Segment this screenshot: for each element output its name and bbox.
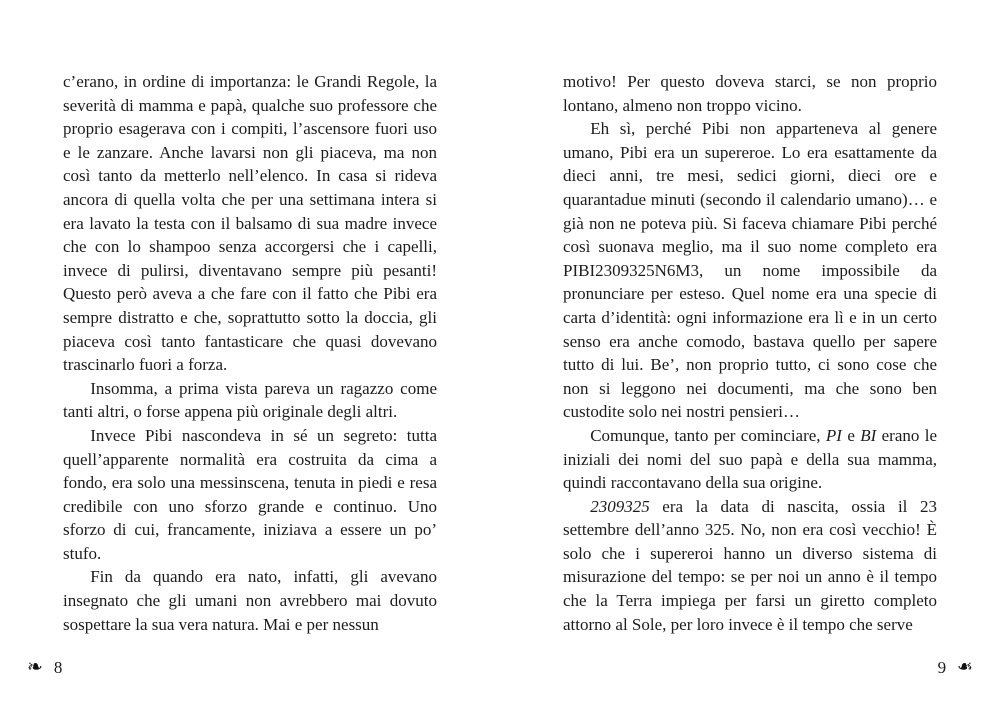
text-segment: c’erano, in ordine di importanza: le Grandi Regole, la severità di mamma e papà, qualche suo professore che proprio esagerava con i compiti, l’ascensore fuori uso e le zanzare. Anche lavarsi non gli piaceva, ma non così tanto da metterlo nell’elenco. In casa si rideva ancora di quella volta che per una settimana intera si era lavato la testa con il balsamo di sua madre invece che con lo shampoo senza accorgersi che i capelli, invece di pulirsi, diventavano sempre più pesanti! Questo però aveva a che fare con il fatto che Pibi era sempre distratto e che, soprattutto sotto la doccia, gli piaceva così tanto fantasticare che quasi dovevano trascinarlo fuori a forza. bbox=[63, 72, 437, 375]
text-segment: Fin da quando era nato, infatti, gli avevano insegnato che gli umani non avrebbero mai dovuto sospettare la sua vera natura. Mai e per nessun bbox=[63, 567, 437, 634]
text-segment: Insomma, a prima vista pareva un ragazzo come tanti altri, o forse appena più originale degli altri. bbox=[63, 378, 437, 422]
text-segment: Eh sì, perché Pibi non apparteneva al genere umano, Pibi era un supereroe. Lo era esattamente da dieci anni, tre mesi, sedici giorni, dieci ore e quarantadue minuti (secondo il calendario umano)… e già non ne poteva più. Si faceva chiamare Pibi perché così suonava meglio, ma il suo nome completo era PIBI2309325N6M3, un nome impossibile da pronunciare per esteso. Quel nome era una specie di carta d’identità: ogni informazione era lì e in un certo senso era anche comodo, bastava quello per sapere tutto di lui. Be’, non proprio tutto, ci sono cose che non si leggono nei documenti, ma che sono ben custodite solo nei nostri pensieri… bbox=[563, 119, 937, 422]
leaf-ornament-icon: ❧ bbox=[957, 656, 973, 678]
page-text-right bbox=[563, 70, 937, 636]
paragraph bbox=[563, 117, 937, 424]
text-segment: BI bbox=[860, 425, 877, 445]
paragraph bbox=[63, 70, 437, 377]
page-footer-right bbox=[938, 658, 973, 677]
page-number: 9 bbox=[937, 658, 947, 677]
page-footer-left bbox=[27, 658, 62, 677]
text-segment: erano le iniziali dei nomi del suo papà e della sua mamma, quindi raccontavano della sua origine. bbox=[563, 425, 937, 493]
text-segment: era la data di nascita, ossia il 23 settembre dell’anno 325. No, non era così vecchio! È solo che i supereroi hanno un diverso sistema di misurazione del tempo: se per noi un anno è il tempo che la Terra impiega per farsi un giretto completo attorno al Sole, per loro invece è il tempo che serve bbox=[563, 496, 937, 634]
text-segment: e bbox=[841, 425, 861, 445]
text-segment: motivo! Per questo doveva starci, se non proprio lontano, almeno non troppo vicino. bbox=[563, 72, 937, 115]
text-segment: 2309325 bbox=[590, 496, 650, 516]
leaf-ornament-icon: ❧ bbox=[27, 656, 43, 678]
paragraph bbox=[63, 424, 437, 566]
text-segment: Invece Pibi nascondeva in sé un segreto: tutta quell’apparente normalità era costruita da cima a fondo, era solo una messinscena, tenuta in piedi e resa credibile con uno sforzo grande e continuo. Uno sforzo di cui, francamente, iniziava a essere un po’ stufo. bbox=[63, 425, 437, 563]
page-right bbox=[500, 0, 1000, 715]
paragraph bbox=[563, 424, 937, 495]
paragraph bbox=[63, 565, 437, 636]
paragraph bbox=[563, 70, 937, 117]
paragraph bbox=[563, 495, 937, 637]
text-segment: PI bbox=[825, 425, 842, 445]
page-text-left bbox=[63, 70, 437, 636]
text-segment: Comunque, tanto per cominciare, bbox=[590, 425, 826, 445]
page-number: 8 bbox=[53, 658, 63, 677]
paragraph bbox=[63, 377, 437, 424]
